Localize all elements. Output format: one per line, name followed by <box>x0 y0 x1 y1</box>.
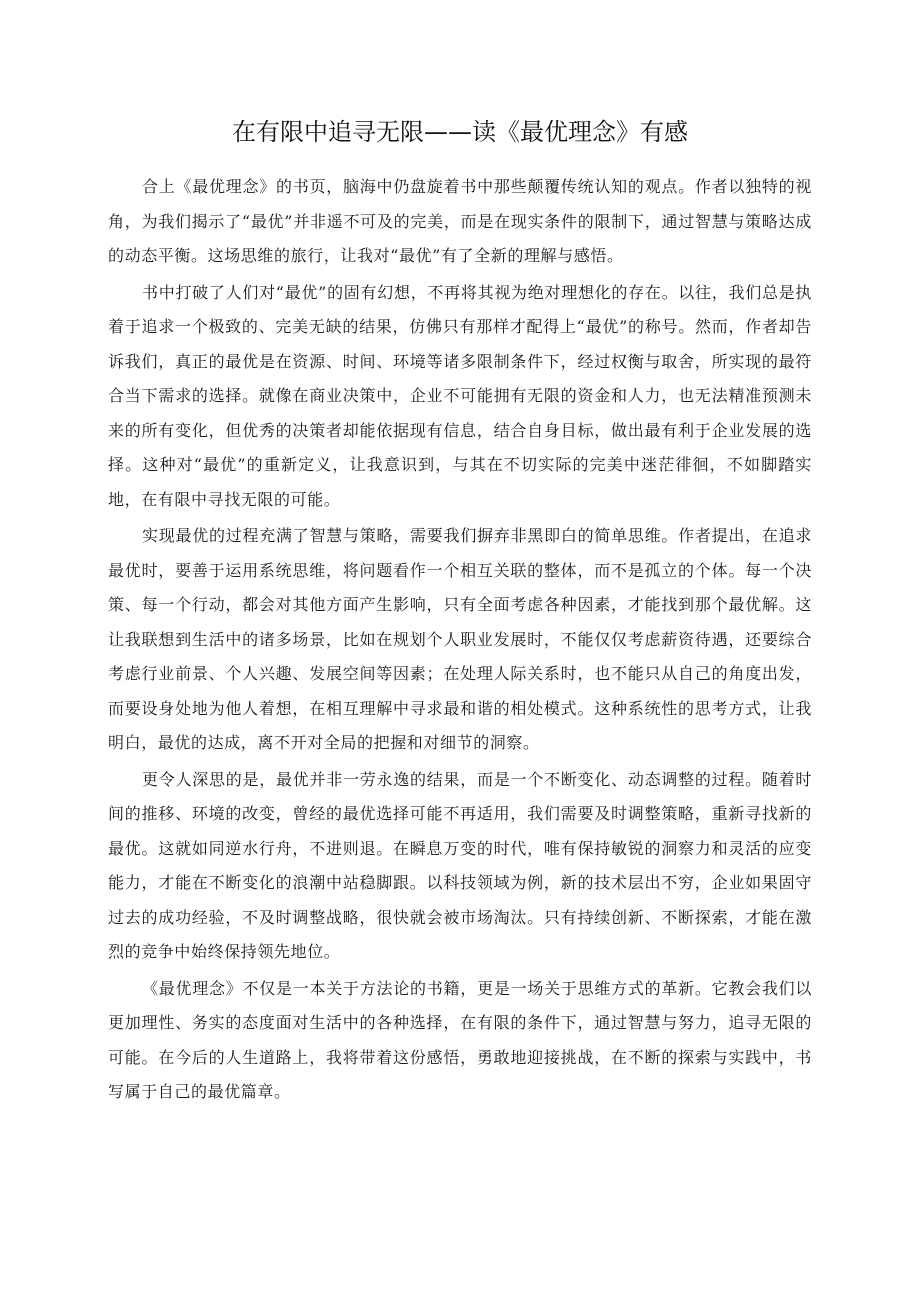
paragraph-4: 更令人深思的是，最优并非一劳永逸的结果，而是一个不断变化、动态调整的过程。随着时间的推移、环境的改变，曾经的最优选择可能不再适用，我们需要及时调整策略，重新寻找新的最优。这就如同逆水行舟，不进则退。在瞬息万变的时代，唯有保持敏锐的洞察力和灵活的应变能力，才能在不断变化的浪潮中站稳脚跟。以科技领域为例，新的技术层出不穷，企业如果固守过去的成功经验，不及时调整战略，很快就会被市场淘汰。只有持续创新、不断探索，才能在激烈的竞争中始终保持领先地位。 <box>108 769 812 961</box>
paragraph-5: 《最优理念》不仅是一本关于方法论的书籍，更是一场关于思维方式的革新。它教会我们以更加理性、务实的态度面对生活中的各种选择，在有限的条件下，通过智慧与努力，追寻无限的可能。在今后的人生道路上，我将带着这份感悟，勇敢地迎接挑战，在不断的探索与实践中，书写属于自己的最优篇章。 <box>108 978 812 1101</box>
document-body <box>108 170 812 1112</box>
paragraph-3: 实现最优的过程充满了智慧与策略，需要我们摒弃非黑即白的简单思维。作者提出，在追求最优时，要善于运用系统思维，将问题看作一个相互关联的整体，而不是孤立的个体。每一个决策、每一个行动，都会对其他方面产生影响，只有全面考虑各种因素，才能找到那个最优解。这让我联想到生活中的诸多场景，比如在规划个人职业发展时，不能仅仅考虑薪资待遇，还要综合考虑行业前景、个人兴趣、发展空间等因素；在处理人际关系时，也不能只从自己的角度出发，而要设身处地为他人着想，在相互理解中寻求最和谐的相处模式。这种系统性的思考方式，让我明白，最优的达成，离不开对全局的把握和对细节的洞察。 <box>108 526 812 752</box>
paragraph-1: 合上《最优理念》的书页，脑海中仍盘旋着书中那些颠覆传统认知的观点。作者以独特的视角，为我们揭示了“最优”并非遥不可及的完美，而是在现实条件的限制下，通过智慧与策略达成的动态平衡。这场思维的旅行，让我对“最优”有了全新的理解与感悟。 <box>108 177 812 265</box>
paragraph-2: 书中打破了人们对“最优”的固有幻想，不再将其视为绝对理想化的存在。以往，我们总是执着于追求一个极致的、完美无缺的结果，仿佛只有那样才配得上“最优”的称号。然而，作者却告诉我们，真正的最优是在资源、时间、环境等诸多限制条件下，经过权衡与取舍，所实现的最符合当下需求的选择。就像在商业决策中，企业不可能拥有无限的资金和人力，也无法精准预测未来的所有变化，但优秀的决策者却能依据现有信息，结合自身目标，做出最有利于企业发展的选择。这种对“最优”的重新定义，让我意识到，与其在不切实际的完美中迷茫徘徊，不如脚踏实地，在有限中寻找无限的可能。 <box>108 282 812 509</box>
document-title: 在有限中追寻无限——读《最优理念》有感 <box>232 118 688 146</box>
